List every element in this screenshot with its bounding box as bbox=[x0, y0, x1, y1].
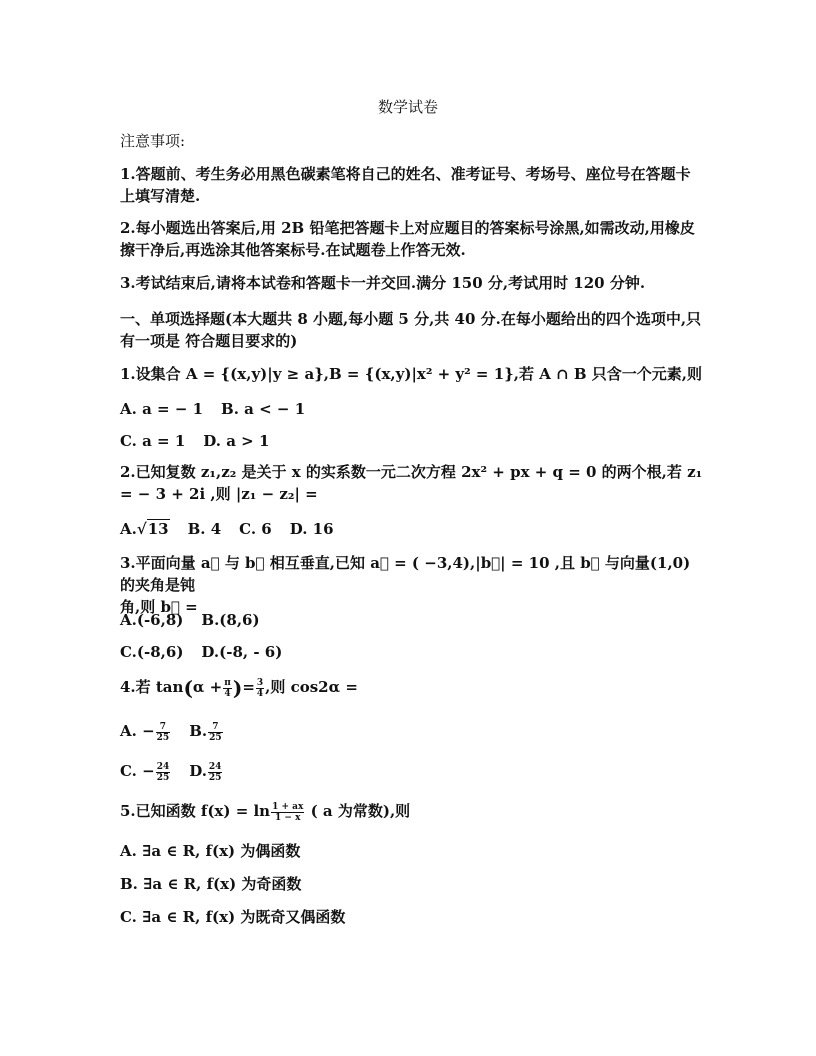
page-title: 数学试卷 bbox=[377, 98, 438, 116]
question-4-option-b-fraction bbox=[208, 722, 223, 743]
fraction-denominator: 4 bbox=[256, 688, 264, 699]
question-4-option-d-label: D. bbox=[189, 762, 207, 780]
question-4-inner: α + bbox=[192, 678, 223, 696]
notice-item-3: 3.考试结束后,请将本试卷和答题卡一并交回.满分 150 分,考试用时 120 分钟. bbox=[120, 274, 646, 292]
question-3-options-row1 bbox=[120, 609, 705, 631]
notice-item-2: 2.每小题选出答案后,用 2B 铅笔把答题卡上对应题目的答案标号涂黑,如需改动,用橡皮擦干净后,再选涂其他答案标号.在试题卷上作答无效. bbox=[120, 219, 695, 259]
question-4-stem bbox=[120, 676, 705, 699]
question-4-option-c-label: C. − bbox=[120, 762, 155, 780]
question-3-stem-line1: 3.平面向量 a⃗ 与 b⃗ 相互垂直,已知 a⃗ = ( −3,4),|b⃗| = 10 ,且 b⃗ 与向量(1,0)的夹角是钝 bbox=[120, 554, 691, 594]
question-4-option-c-fraction bbox=[156, 762, 171, 783]
question-1-option-a: A. a = − 1 bbox=[120, 400, 204, 418]
question-2-option-a-radicand: 13 bbox=[147, 520, 169, 538]
question-4-options-row2 bbox=[120, 760, 705, 783]
fraction-numerator: 3 bbox=[256, 677, 264, 688]
fraction-numerator: 24 bbox=[208, 761, 222, 772]
question-2-options bbox=[120, 518, 705, 540]
pi-over-4-fraction bbox=[223, 678, 232, 699]
question-3-option-b: B.(8,6) bbox=[201, 611, 260, 629]
question-1-options-row1 bbox=[120, 398, 705, 420]
left-paren-icon: ( bbox=[183, 676, 193, 700]
question-5-option-b: B. ∃a ∈ R, f(x) 为奇函数 bbox=[120, 875, 302, 893]
fraction-numerator: 7 bbox=[208, 722, 223, 733]
question-3-options-row2 bbox=[120, 641, 705, 663]
question-5-prefix: 5.已知函数 f(x) = ln bbox=[120, 802, 271, 820]
fraction-numerator: π bbox=[224, 677, 231, 688]
fraction-denominator: 25 bbox=[209, 732, 222, 743]
fraction-denominator: 25 bbox=[156, 732, 170, 743]
question-2-option-b: B. 4 bbox=[187, 520, 222, 538]
question-5-option-a: A. ∃a ∈ R, f(x) 为偶函数 bbox=[120, 842, 301, 860]
question-5-fraction bbox=[271, 802, 304, 823]
question-2-option-d: D. 16 bbox=[289, 520, 334, 538]
question-4-prefix: 4.若 tan bbox=[120, 678, 184, 696]
fraction-denominator: 4 bbox=[224, 688, 231, 699]
question-3-option-a: A.(-6,8) bbox=[120, 611, 184, 629]
notice-heading: 注意事项: bbox=[120, 132, 186, 150]
question-4-options-row1 bbox=[120, 720, 705, 743]
sqrt-icon: √ bbox=[136, 520, 147, 538]
fraction-numerator: 24 bbox=[156, 761, 170, 772]
question-4-option-a-fraction bbox=[156, 722, 171, 743]
question-2-stem-line2: = − 3 + 2i ,则 |z₁ − z₂| = bbox=[120, 485, 318, 503]
question-3-option-d: D.(-8, - 6) bbox=[201, 643, 283, 661]
right-paren-icon: ) bbox=[232, 676, 243, 700]
question-2-stem bbox=[120, 461, 705, 505]
fraction-denominator: 25 bbox=[208, 772, 222, 783]
fraction-denominator: 25 bbox=[156, 772, 170, 783]
fraction-denominator: 1 − x bbox=[275, 812, 301, 823]
question-5-suffix: ( a 为常数),则 bbox=[305, 802, 411, 820]
question-2-option-c: C. 6 bbox=[239, 520, 272, 538]
section-heading: 一、单项选择题(本大题共 8 小题,每小题 5 分,共 40 分.在每小题给出的四个选项中,只有一项是 符合题目要求的) bbox=[120, 310, 702, 350]
question-3-stem-line2: 角,则 b⃗ = bbox=[120, 598, 198, 616]
question-1-option-d: D. a > 1 bbox=[203, 432, 270, 450]
question-4-option-d-fraction bbox=[208, 762, 223, 783]
question-1-option-c: C. a = 1 bbox=[120, 432, 186, 450]
question-1-options-row2 bbox=[120, 430, 705, 452]
notice-item-1: 1.答题前、考生务必用黑色碳素笔将自己的姓名、准考证号、考场号、座位号在答题卡上填写清楚. bbox=[120, 165, 691, 205]
question-2-option-a-label: A. bbox=[120, 520, 137, 538]
fraction-numerator: 1 + ax bbox=[272, 801, 304, 812]
question-4-option-b-label: B. bbox=[189, 722, 208, 740]
question-1-stem: 1.设集合 A = {(x,y)|y ≥ a},B = {(x,y)|x² + y² = 1},若 A ∩ B 只含一个元素,则 bbox=[120, 365, 703, 383]
fraction-numerator: 7 bbox=[156, 722, 171, 733]
question-4-option-a-label: A. − bbox=[120, 722, 155, 740]
question-5-option-c: C. ∃a ∈ R, f(x) 为既奇又偶函数 bbox=[120, 908, 346, 926]
question-2-stem-line1: 2.已知复数 z₁,z₂ 是关于 x 的实系数一元二次方程 2x² + px + q = 0 的两个根,若 z₁ bbox=[120, 463, 703, 481]
question-1-option-b: B. a < − 1 bbox=[221, 400, 306, 418]
question-4-equals: = bbox=[242, 678, 255, 696]
question-3-option-c: C.(-8,6) bbox=[120, 643, 184, 661]
three-quarters-fraction bbox=[256, 678, 264, 699]
question-4-suffix: ,则 cos2α = bbox=[265, 678, 358, 696]
question-5-stem bbox=[120, 800, 705, 823]
